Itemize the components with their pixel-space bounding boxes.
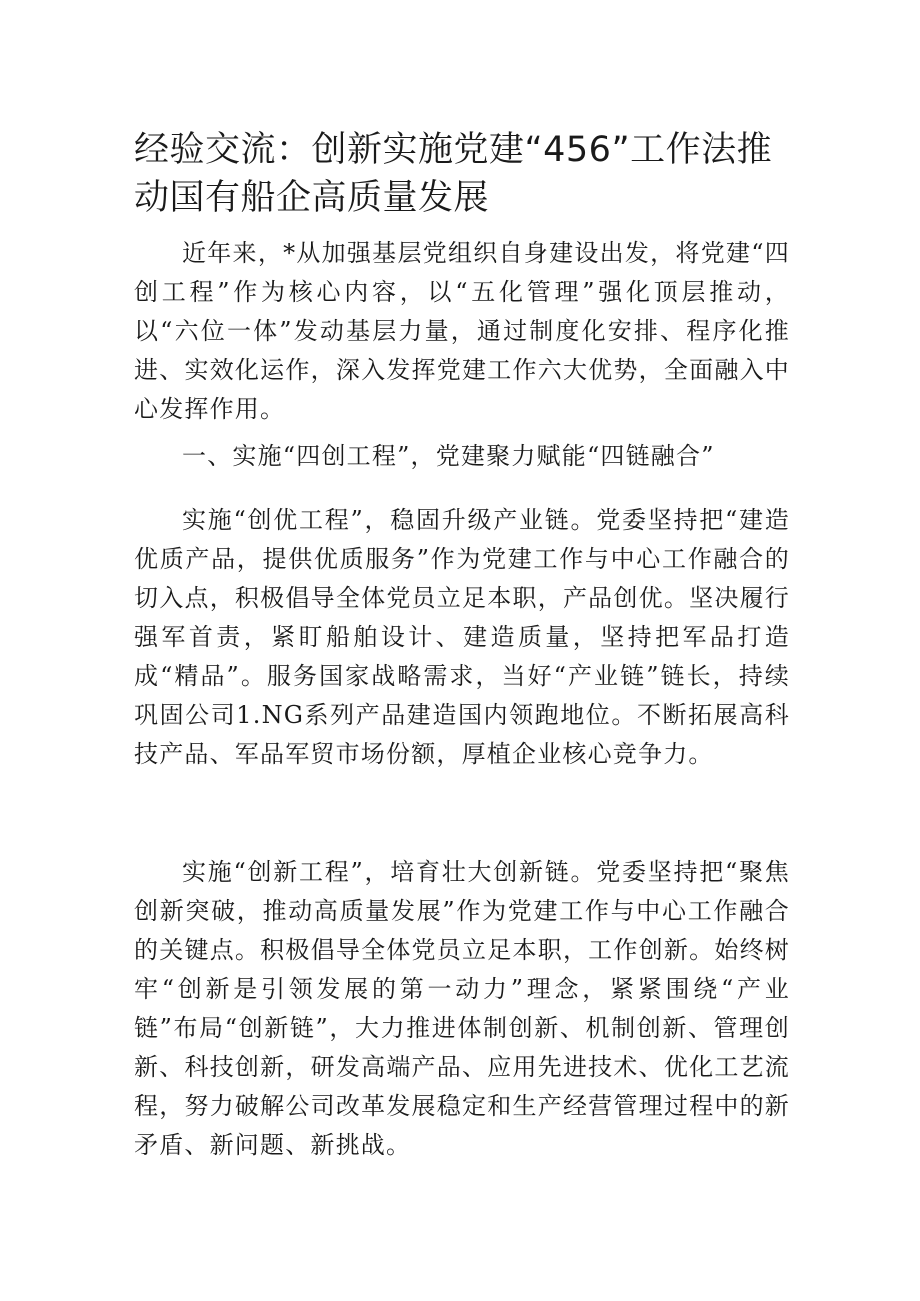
document-title: 经验交流：创新实施党建“456”工作法推动国有船企高质量发展 [134,130,773,218]
section-heading-1: 一、实施“四创工程”，党建聚力赋能“四链融合” [182,442,715,470]
paragraph-chuangyou: 实施“创优工程”，稳固升级产业链。党委坚持把“建造优质产品，提供优质服务”作为党建工作与中心工作融合的切入点，积极倡导全体党员立足本职，产品创优。坚决履行强军首责，紧盯船舶设计、建造质量，坚持把军品打造成“精品”。服务国家战略需求，当好“产业链”链长，持续巩固公司1.NG系列产品建造国内领跑地位。不断拓展高科技产品、军品军贸市场份额，厚植企业核心竞争力。 [134,506,790,768]
paragraph-chuangxin: 实施“创新工程”，培育壮大创新链。党委坚持把“聚焦创新突破，推动高质量发展”作为党建工作与中心工作融合的关键点。积极倡导全体党员立足本职，工作创新。始终树牢“创新是引领发展的第一动力”理念，紧紧围绕“产业链”布局“创新链”，大力推进体制创新、机制创新、管理创新、科技创新，研发高端产品、应用先进技术、优化工艺流程，努力破解公司改革发展稳定和生产经营管理过程中的新矛盾、新问题、新挑战。 [134,858,790,1159]
intro-paragraph: 近年来，*从加强基层党组织自身建设出发，将党建“四创工程”作为核心内容，以“五化管理”强化顶层推动，以“六位一体”发动基层力量，通过制度化安排、程序化推进、实效化运作，深入发挥党建工作六大优势，全面融入中心发挥作用。 [134,239,790,423]
